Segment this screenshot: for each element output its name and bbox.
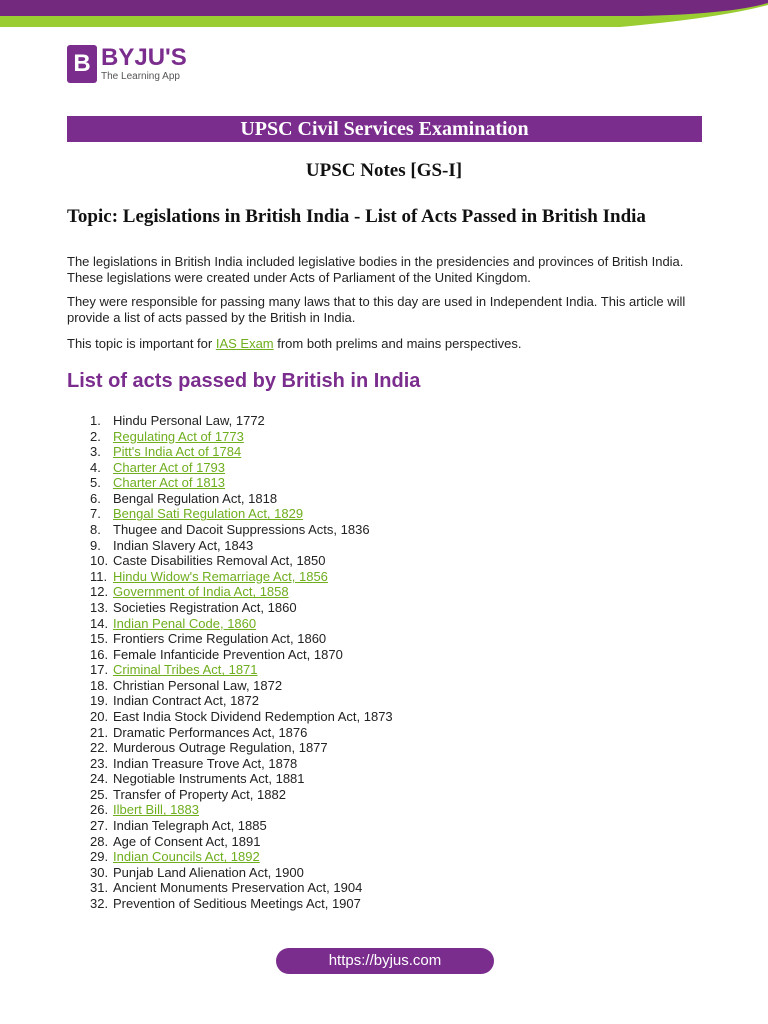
act-name: Thugee and Dacoit Suppressions Acts, 1836 [113, 522, 370, 538]
act-link[interactable]: Charter Act of 1793 [113, 459, 226, 475]
item-number: 25. [90, 786, 109, 802]
topic-heading: Topic: Legislations in British India - List of Acts Passed in British India [67, 206, 646, 227]
list-item [90, 569, 393, 585]
act-link[interactable]: Indian Councils Act, 1892 [113, 849, 260, 865]
list-heading: List of acts passed by British in India [67, 370, 421, 392]
act-name: Bengal Regulation Act, 1818 [113, 490, 278, 506]
list-item [90, 444, 393, 460]
item-number: 30. [90, 864, 109, 880]
item-number: 12. [90, 584, 109, 600]
act-name: Prevention of Seditious Meetings Act, 1907 [113, 895, 361, 911]
item-number: 8. [90, 522, 101, 538]
act-name: Hindu Personal Law, 1772 [113, 413, 265, 428]
item-number: 2. [90, 428, 101, 444]
exam-banner: UPSC Civil Services Examination [67, 116, 702, 142]
act-link[interactable]: Regulating Act of 1773 [113, 428, 244, 444]
text: This topic is important for [67, 336, 216, 351]
logo-tagline: The Learning App [101, 71, 180, 82]
list-item [90, 802, 393, 818]
list-item [90, 880, 393, 896]
list-item [90, 787, 393, 803]
list-item [90, 413, 393, 429]
act-link[interactable]: Government of India Act, 1858 [113, 584, 289, 600]
ias-exam-link[interactable]: IAS Exam [215, 336, 274, 351]
list-item [90, 896, 393, 912]
item-number: 26. [90, 802, 109, 818]
item-number: 14. [90, 615, 109, 631]
act-name: Dramatic Performances Act, 1876 [113, 724, 308, 740]
list-item [90, 475, 393, 491]
act-link[interactable]: Charter Act of 1813 [113, 475, 226, 491]
act-name: Negotiable Instruments Act, 1881 [113, 771, 305, 787]
list-item [90, 849, 393, 865]
byjus-logo [67, 45, 187, 83]
list-item [90, 725, 393, 741]
list-item [90, 740, 393, 756]
list-item [90, 491, 393, 507]
act-name: Female Infanticide Prevention Act, 1870 [113, 646, 343, 662]
list-item [90, 600, 393, 616]
item-number: 11. [90, 568, 108, 584]
item-number: 27. [90, 818, 109, 834]
item-number: 1. [90, 413, 101, 428]
header-decoration [0, 0, 768, 27]
act-name: Murderous Outrage Regulation, 1877 [113, 740, 328, 756]
item-number: 21. [90, 724, 109, 740]
item-number: 13. [90, 599, 109, 615]
item-number: 31. [90, 880, 109, 896]
list-item [90, 631, 393, 647]
list-item [90, 584, 393, 600]
act-name: Indian Contract Act, 1872 [113, 693, 259, 709]
list-item [90, 834, 393, 850]
act-link[interactable]: Hindu Widow's Remarriage Act, 1856 [113, 568, 328, 584]
logo-mark: B [67, 45, 97, 83]
item-number: 3. [90, 444, 101, 460]
act-link[interactable]: Bengal Sati Regulation Act, 1829 [113, 506, 304, 522]
list-item [90, 460, 393, 476]
text: from both prelims and mains perspectives. [273, 336, 522, 351]
list-item [90, 693, 393, 709]
item-number: 6. [90, 490, 101, 506]
item-number: 28. [90, 833, 109, 849]
act-link[interactable]: Pitt's India Act of 1784 [113, 444, 242, 460]
item-number: 10. [90, 553, 109, 569]
item-number: 17. [90, 662, 109, 678]
list-item [90, 662, 393, 678]
item-number: 29. [90, 849, 109, 865]
item-number: 5. [90, 475, 101, 491]
intro-paragraph-2: They were responsible for passing many laws that to this day are used in Independent India. This article will provide a list of acts passed by the British in India. [67, 294, 686, 325]
act-name: Age of Consent Act, 1891 [113, 833, 261, 849]
list-item [90, 756, 393, 772]
act-name: Ancient Monuments Preservation Act, 1904 [113, 880, 363, 896]
item-number: 15. [90, 631, 109, 647]
act-name: Societies Registration Act, 1860 [113, 599, 297, 615]
list-item [90, 818, 393, 834]
website-link-button[interactable]: https://byjus.com [276, 948, 494, 974]
list-item [90, 538, 393, 554]
act-name: Transfer of Property Act, 1882 [113, 786, 286, 802]
list-item [90, 429, 393, 445]
logo-name: BYJU'S [101, 44, 187, 71]
act-link[interactable]: Ilbert Bill, 1883 [113, 802, 199, 818]
list-item [90, 709, 393, 725]
item-number: 23. [90, 755, 109, 771]
item-number: 32. [90, 895, 109, 911]
list-item [90, 522, 393, 538]
item-number: 20. [90, 708, 109, 724]
item-number: 16. [90, 646, 109, 662]
item-number: 24. [90, 771, 109, 787]
acts-list [90, 413, 393, 912]
act-name: Frontiers Crime Regulation Act, 1860 [113, 631, 327, 647]
act-name: Indian Slavery Act, 1843 [113, 537, 254, 553]
act-name: Indian Telegraph Act, 1885 [113, 818, 267, 834]
act-link[interactable]: Criminal Tribes Act, 1871 [113, 662, 258, 678]
list-item [90, 616, 393, 632]
item-number: 22. [90, 740, 109, 756]
item-number: 18. [90, 677, 109, 693]
act-name: Christian Personal Law, 1872 [113, 677, 283, 693]
list-item [90, 771, 393, 787]
item-number: 9. [90, 537, 101, 553]
list-item [90, 865, 393, 881]
act-name: Indian Treasure Trove Act, 1878 [113, 755, 298, 771]
intro-paragraph-1: The legislations in British India included legislative bodies in the presidencies and provinces of British India. These legislations were created under Acts of Parliament of the United Kingdom. [67, 254, 684, 285]
list-item [90, 553, 393, 569]
list-item [90, 647, 393, 663]
act-link[interactable]: Indian Penal Code, 1860 [113, 615, 257, 631]
list-item [90, 678, 393, 694]
act-name: East India Stock Dividend Redemption Act, 1873 [113, 708, 393, 724]
list-item [90, 506, 393, 522]
act-name: Punjab Land Alienation Act, 1900 [113, 864, 304, 880]
notes-subtitle: UPSC Notes [GS-I] [305, 160, 463, 181]
item-number: 19. [90, 693, 109, 709]
item-number: 7. [90, 506, 101, 522]
item-number: 4. [90, 459, 101, 475]
intro-paragraph-3 [67, 336, 707, 352]
act-name: Caste Disabilities Removal Act, 1850 [113, 553, 326, 569]
